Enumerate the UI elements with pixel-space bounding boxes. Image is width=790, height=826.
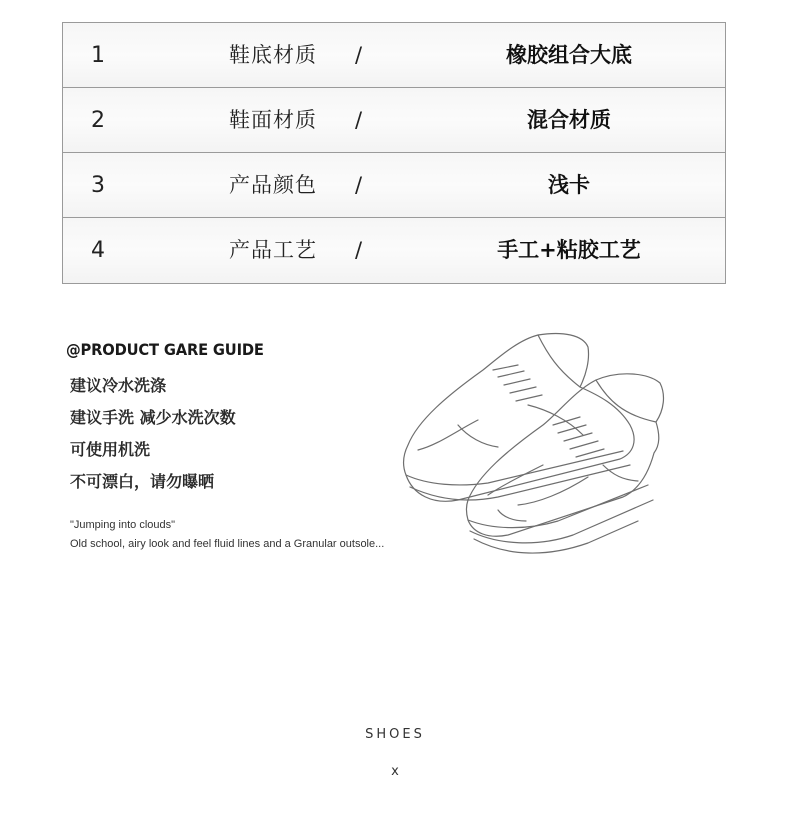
care-guide-item: 可使用机洗 [70,440,151,459]
sneaker-pair-sketch-icon [398,325,673,565]
spec-row-value: 混合材质 [527,108,611,132]
spec-row-label: 产品工艺 [229,238,317,262]
care-guide-item: 建议冷水洗涤 [70,376,167,395]
care-guide-description: Old school, airy look and feel fluid lines and a Granular outsole... [70,538,385,550]
care-guide-title: @PRODUCT GARE GUIDE [66,340,264,359]
spec-row-value: 手工+粘胶工艺 [497,238,641,262]
care-guide-quote: "Jumping into clouds" [70,519,176,531]
spec-row-separator: / [355,108,363,132]
spec-row-label: 鞋底材质 [229,43,317,67]
care-guide-list [70,373,236,501]
care-guide-item: 建议手洗 减少水洗次数 [70,408,236,427]
footer-brand: SHOES [365,727,425,742]
spec-row-number: 3 [91,173,105,198]
spec-row-value: 橡胶组合大底 [506,43,632,67]
spec-row [63,153,725,218]
spec-row-value: 浅卡 [548,173,590,197]
spec-row-separator: / [355,238,363,262]
spec-table [62,22,726,284]
spec-row-number: 2 [91,108,105,133]
care-guide-item: 不可漂白，请勿曝晒 [70,472,215,491]
spec-row [63,23,725,88]
spec-row-separator: / [355,173,363,197]
spec-row-label: 鞋面材质 [229,108,317,132]
spec-row-separator: / [355,43,363,67]
spec-row [63,88,725,153]
spec-row [63,218,725,283]
front-shoe-sketch [467,374,664,553]
spec-row-label: 产品颜色 [229,173,317,197]
back-shoe-sketch [404,334,635,502]
footer-mark: x [391,764,399,779]
spec-row-number: 1 [91,43,105,68]
spec-row-number: 4 [91,238,105,263]
